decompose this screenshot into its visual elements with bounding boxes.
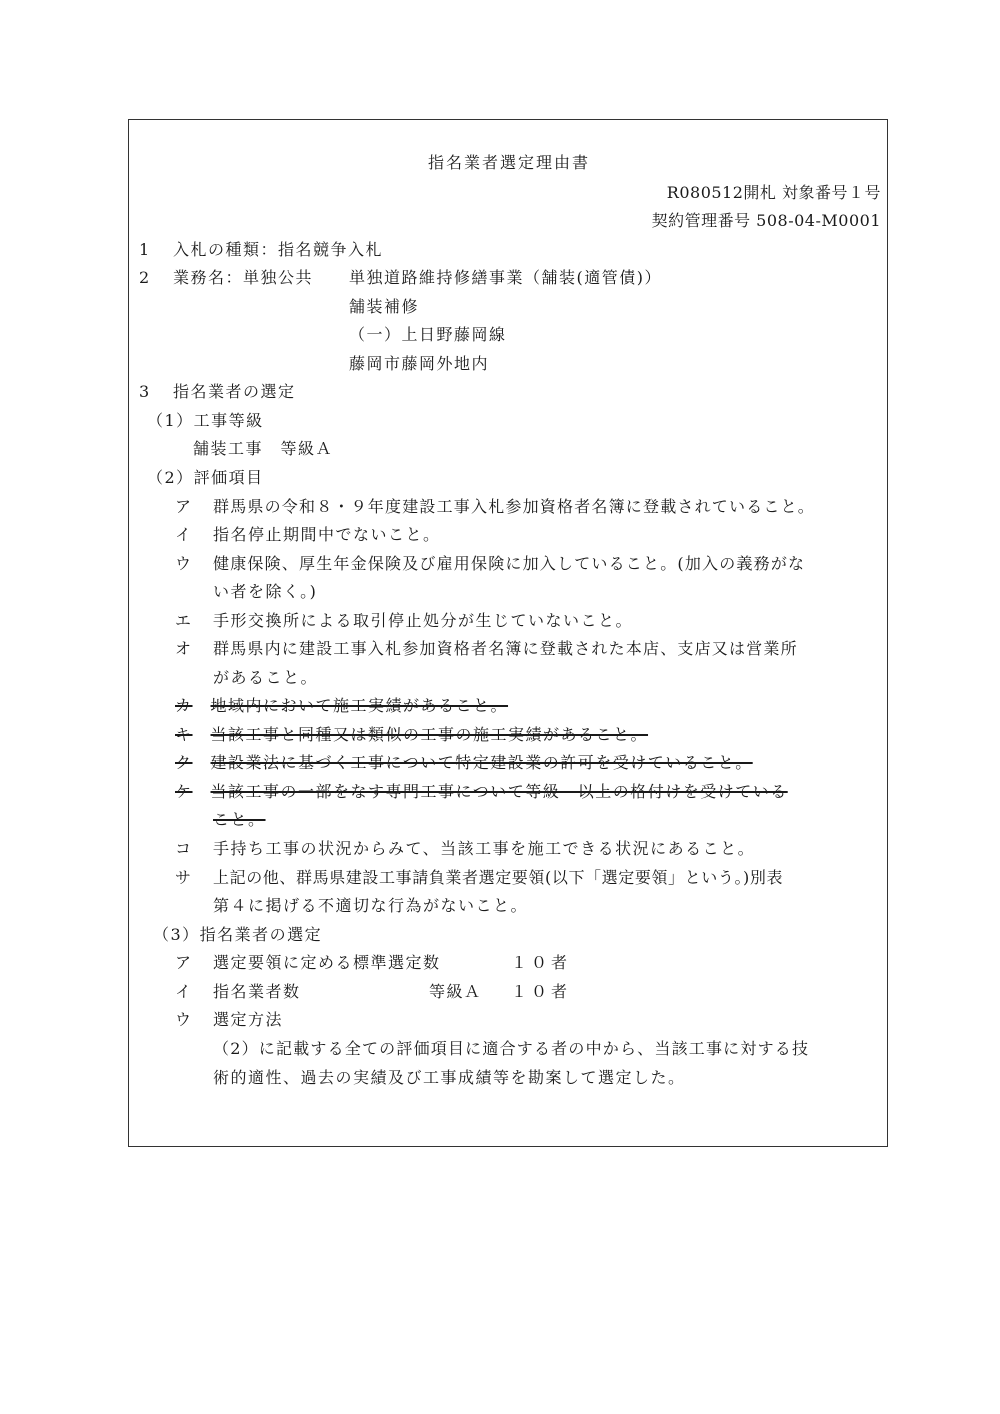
sub3-b-value: １０者 (511, 982, 572, 1001)
sub2-title: （2）評価項目 (147, 468, 264, 487)
sub3-a-value: １０者 (511, 953, 572, 972)
opening-info: R080512開札 対象番号１号 (666, 183, 881, 202)
item-sa-text-2: 第４に掲げる不適切な行為がないこと。 (213, 896, 529, 915)
sec1-text: 入札の種類：指名競争入札 (173, 240, 384, 259)
item-o-mark: オ (175, 639, 193, 658)
item-e-text: 手形交換所による取引停止処分が生じていないこと。 (213, 611, 634, 630)
item-u-mark: ウ (175, 554, 193, 573)
sec2-label: 業務名：単独公共 (173, 268, 314, 287)
item-a-text: 群馬県の令和８・９年度建設工事入札参加資格者名簿に登載されていること。 (213, 497, 816, 516)
item-o-text-2: があること。 (213, 668, 319, 687)
document-frame (128, 119, 888, 1147)
item-u-text-2: い者を除く。) (213, 582, 318, 601)
item-u-text-1: 健康保険、厚生年金保険及び雇用保険に加入していること。(加入の義務がな (213, 554, 806, 573)
item-a-mark: ア (175, 497, 193, 516)
item-ki-struck (175, 725, 648, 745)
item-ka-struck (175, 696, 508, 716)
sec2-number: 2 (139, 268, 151, 287)
sub3-c-text-2: 術的適性、過去の実績及び工事成績等を勘案して選定した。 (213, 1068, 686, 1087)
sub3-b-mark: イ (175, 982, 193, 1001)
item-ke-text-2: こと。 (213, 810, 266, 829)
item-o-text-1: 群馬県内に建設工事入札参加資格者名簿に登載された本店、支店又は営業所 (213, 639, 798, 658)
item-ka-mark: カ (175, 696, 193, 715)
sub3-b-grade: 等級Ａ (429, 982, 482, 1001)
sub3-c-text-1: （2）に記載する全ての評価項目に適合する者の中から、当該工事に対する技 (213, 1039, 810, 1058)
item-e-mark: エ (175, 611, 193, 630)
sec2-line-1: 単独道路維持修繕事業（舗装(適管債)） (349, 268, 662, 287)
sec2-line-3: （一）上日野藤岡線 (349, 325, 507, 344)
item-ke-struck (175, 782, 788, 802)
item-ka-text: 地域内において施工実績があること。 (210, 696, 509, 715)
contract-number: 契約管理番号 508-04-M0001 (651, 211, 881, 230)
sec3-number: 3 (139, 382, 151, 401)
sec2-line-2: 舗装補修 (349, 297, 420, 316)
item-sa-mark: サ (175, 868, 193, 887)
sub1-title: （1）工事等級 (147, 411, 264, 430)
item-i-mark: イ (175, 525, 193, 544)
item-ki-text: 当該工事と同種又は類似の工事の施工実績があること。 (210, 725, 649, 744)
sub3-c-mark: ウ (175, 1010, 193, 1029)
item-ko-mark: コ (175, 839, 193, 858)
item-i-text: 指名停止期間中でないこと。 (213, 525, 441, 544)
sub3-c-label: 選定方法 (213, 1010, 284, 1029)
sec3-title: 指名業者の選定 (173, 382, 296, 401)
item-ku-struck (175, 753, 753, 773)
item-ku-mark: ク (175, 753, 193, 772)
sub3-title: （3）指名業者の選定 (153, 925, 323, 944)
sub3-a-mark: ア (175, 953, 193, 972)
sub3-b-label: 指名業者数 (213, 982, 301, 1001)
sec2-line-4: 藤岡市藤岡外地内 (349, 354, 490, 373)
sub3-a-label: 選定要領に定める標準選定数 (213, 953, 441, 972)
document-title: 指名業者選定理由書 (427, 153, 590, 172)
item-sa-text-1: 上記の他、群馬県建設工事請負業者選定要領(以下「選定要領」という。)別表 (213, 868, 784, 887)
item-ke-text-1: 当該工事の一部をなす専門工事について等級 以上の格付けを受けている (210, 782, 788, 801)
sec1-number: 1 (139, 240, 151, 259)
item-ku-text: 建設業法に基づく工事について特定建設業の許可を受けていること。 (210, 753, 753, 772)
item-ko-text: 手持ち工事の状況からみて、当該工事を施工できる状況にあること。 (213, 839, 756, 858)
item-ki-mark: キ (175, 725, 193, 744)
sub1-text: 舗装工事 等級Ａ (193, 439, 334, 458)
item-ke-mark: ケ (175, 782, 193, 801)
